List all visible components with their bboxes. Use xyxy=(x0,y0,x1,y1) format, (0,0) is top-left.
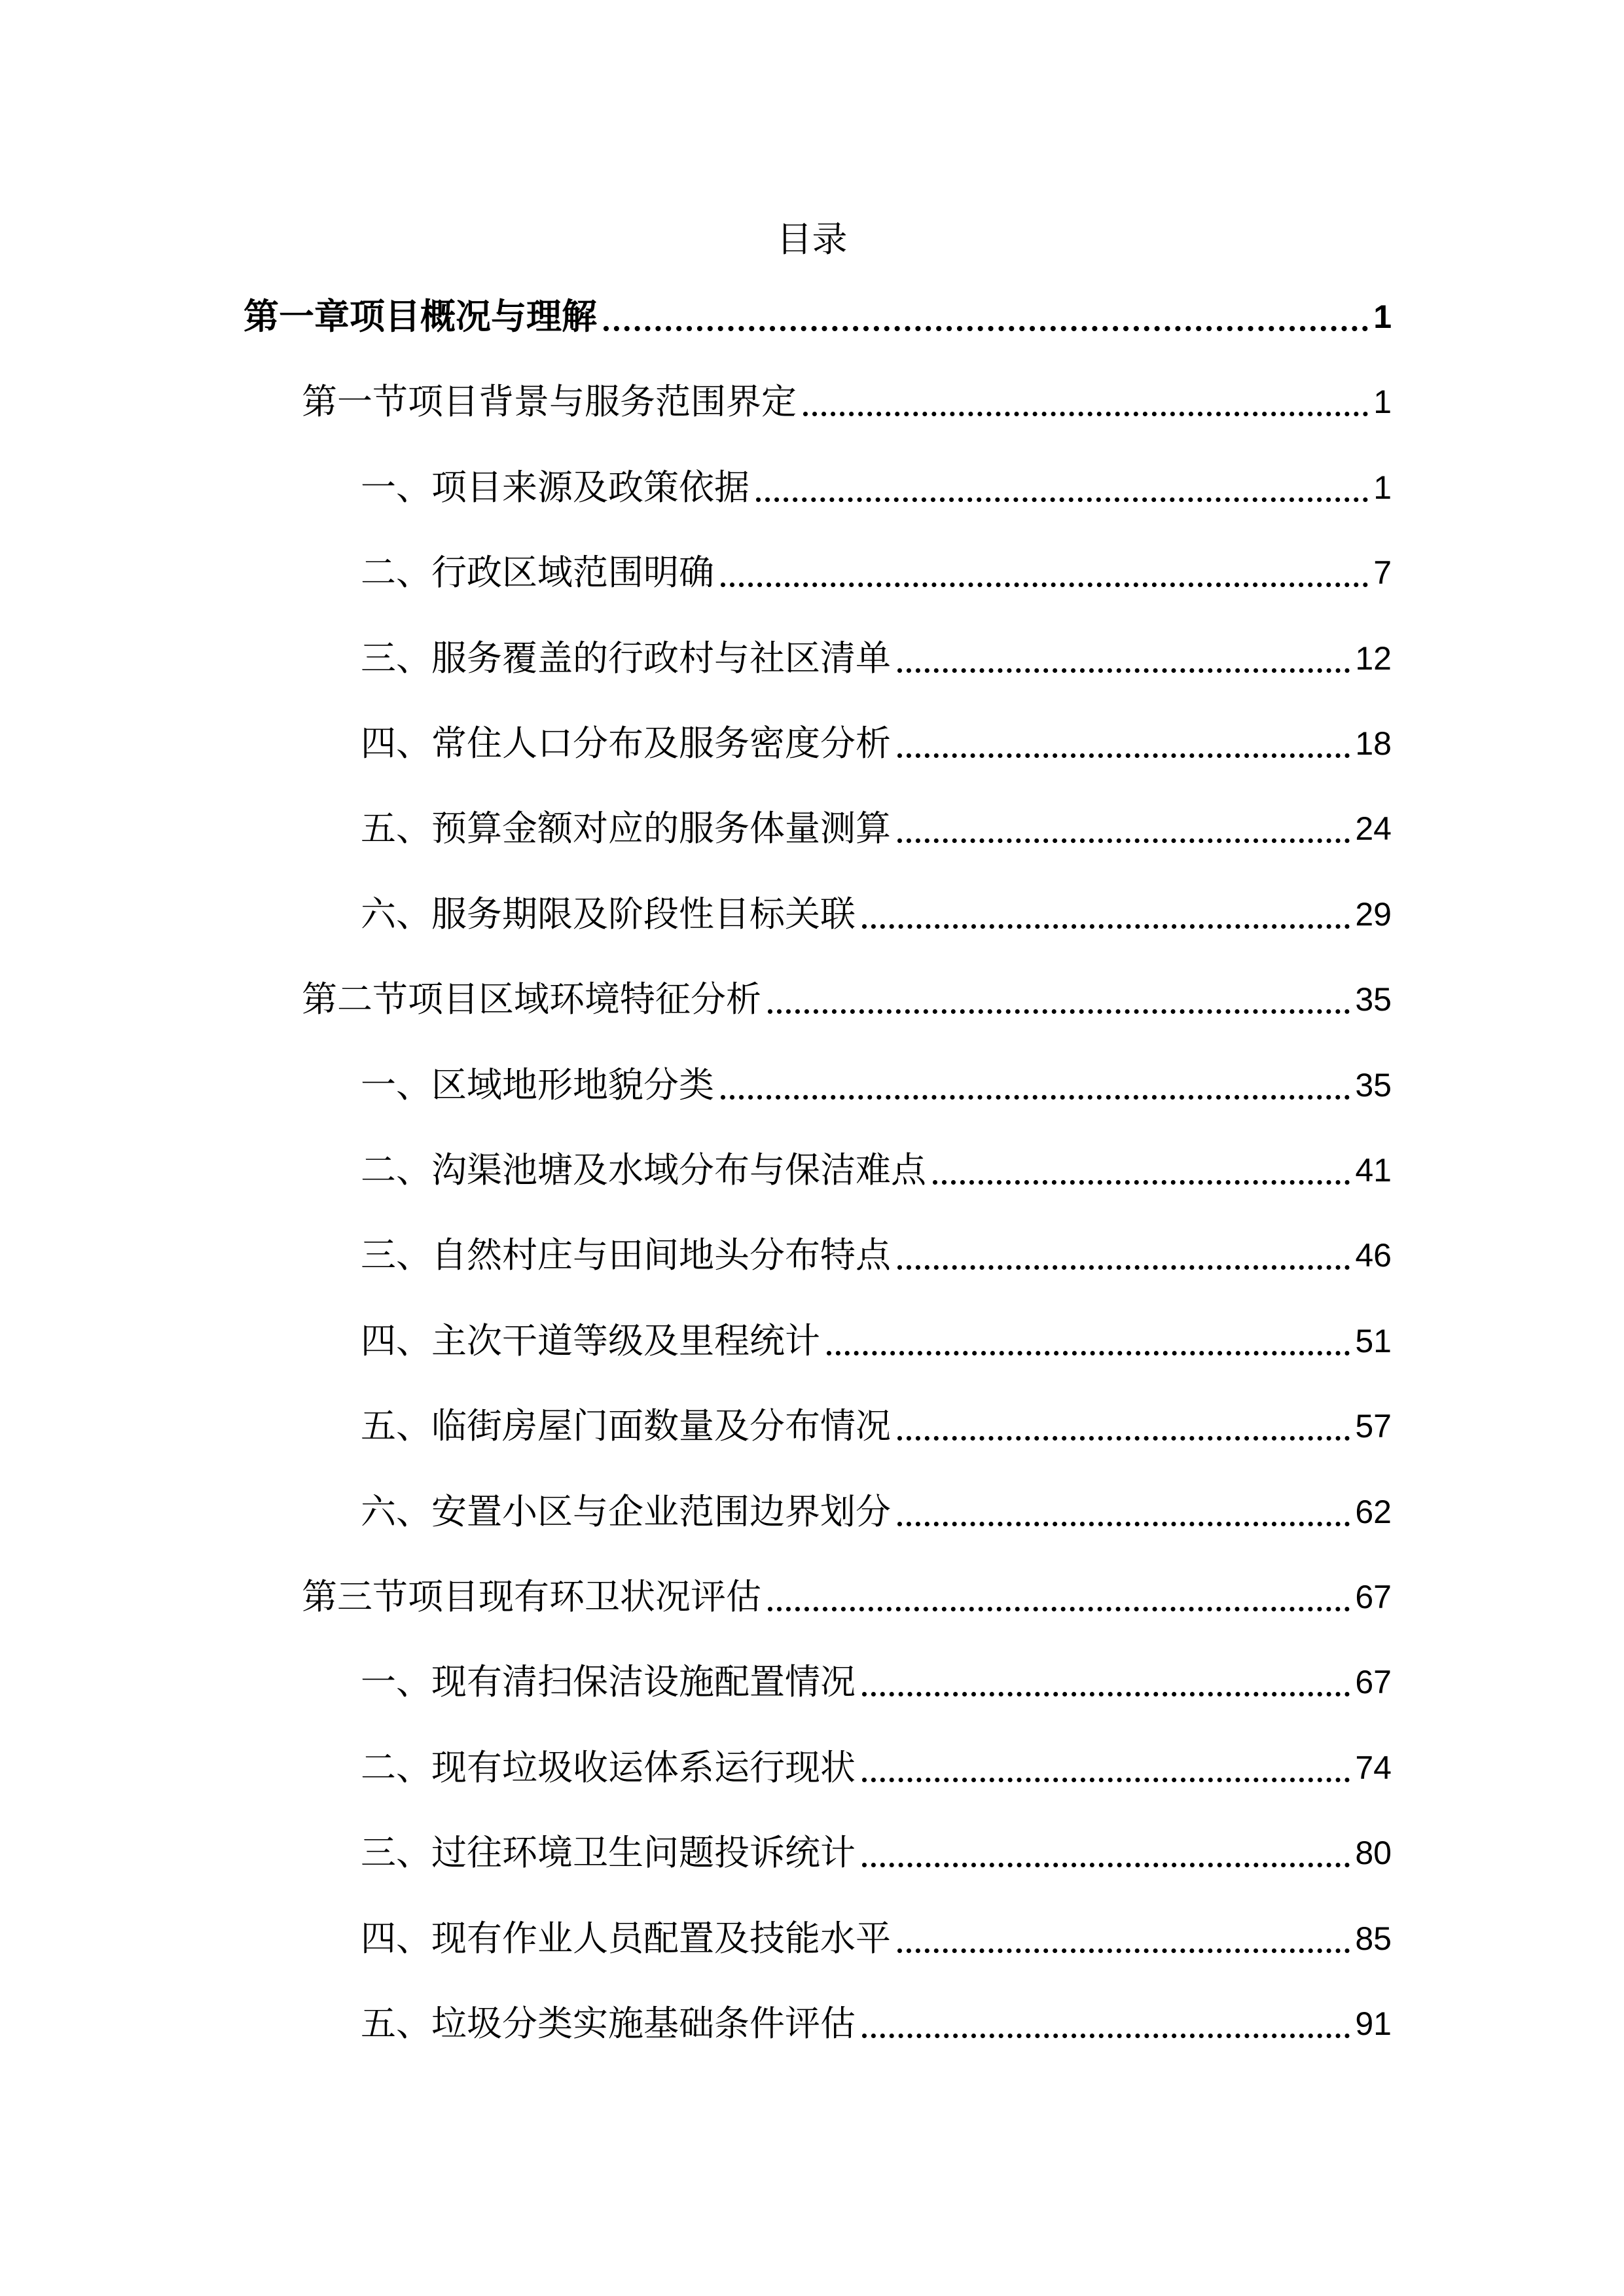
toc-entry[interactable] xyxy=(361,631,1392,686)
toc-dot-leader xyxy=(862,924,1350,929)
toc-entry-title: 五、临街房屋门面数量及分布情况 xyxy=(361,1405,891,1446)
toc-page-number: 24 xyxy=(1355,810,1392,847)
toc-entry-title: 一、现有清扫保洁设施配置情况 xyxy=(361,1661,856,1702)
toc-entry-title: 第三节项目现有环卫状况评估 xyxy=(302,1576,761,1617)
toc-entry[interactable] xyxy=(302,972,1392,1027)
toc-entry[interactable] xyxy=(361,545,1392,600)
toc-entry-title: 二、行政区域范围明确 xyxy=(361,552,714,593)
toc-dot-leader xyxy=(933,1180,1350,1185)
toc-dot-leader xyxy=(897,1436,1350,1441)
toc-entry-title: 一、项目来源及政策依据 xyxy=(361,467,749,508)
toc-entry-title: 六、服务期限及阶段性目标关联 xyxy=(361,893,856,935)
toc-entry[interactable] xyxy=(361,716,1392,771)
toc-entry-title: 三、自然村庄与田间地头分布特点 xyxy=(361,1234,891,1276)
toc-entry[interactable] xyxy=(302,374,1392,429)
toc-page-number: 29 xyxy=(1355,896,1392,933)
toc-entry-title: 二、沟渠池塘及水域分布与保洁难点 xyxy=(361,1149,926,1191)
toc-page-number: 7 xyxy=(1373,554,1392,591)
toc-entry-title: 第一章项目概况与理解 xyxy=(244,296,597,337)
toc-page-number: 46 xyxy=(1355,1237,1392,1274)
toc-page-number: 62 xyxy=(1355,1494,1392,1530)
toc-entry-title: 第二节项目区域环境特征分析 xyxy=(302,978,761,1020)
toc-entry-title: 三、过往环境卫生问题投诉统计 xyxy=(361,1832,856,1873)
toc-entry[interactable] xyxy=(361,1740,1392,1795)
toc-page-number: 41 xyxy=(1355,1152,1392,1189)
toc-page-number: 67 xyxy=(1355,1579,1392,1615)
toc-page-number: 35 xyxy=(1355,981,1392,1018)
toc-page-number: 74 xyxy=(1355,1749,1392,1786)
toc-entry[interactable] xyxy=(361,1655,1392,1710)
toc-entry[interactable] xyxy=(361,887,1392,942)
toc-page-number: 35 xyxy=(1355,1067,1392,1103)
toc-entry[interactable] xyxy=(302,1570,1392,1624)
toc-entry[interactable] xyxy=(361,1484,1392,1539)
toc-page-number: 91 xyxy=(1355,2005,1392,2042)
toc-entry-title: 四、常住人口分布及服务密度分析 xyxy=(361,723,891,764)
toc-entry-title: 第一节项目背景与服务范围界定 xyxy=(302,381,797,422)
page-title: 目录 xyxy=(776,219,848,260)
toc-entry-title: 一、区域地形地貌分类 xyxy=(361,1064,714,1105)
toc-dot-leader xyxy=(756,497,1368,502)
toc-entry[interactable] xyxy=(361,1228,1392,1283)
toc-dot-leader xyxy=(897,838,1350,843)
toc-page-number: 1 xyxy=(1373,469,1392,506)
toc-entry-title: 五、预算金额对应的服务体量测算 xyxy=(361,808,891,849)
toc-dot-leader xyxy=(768,1607,1350,1611)
toc-dot-leader xyxy=(604,326,1368,331)
toc-entry[interactable] xyxy=(361,1911,1392,1966)
toc-page-number: 67 xyxy=(1355,1664,1392,1700)
toc-dot-leader xyxy=(897,753,1350,758)
toc-entry[interactable] xyxy=(361,1399,1392,1454)
toc-dot-leader xyxy=(897,1948,1350,1953)
toc-page-number: 18 xyxy=(1355,725,1392,762)
toc-entry-title: 四、现有作业人员配置及技能水平 xyxy=(361,1918,891,1959)
toc-dot-leader xyxy=(862,1863,1350,1867)
toc-page-number: 12 xyxy=(1355,640,1392,677)
toc-dot-leader xyxy=(862,1692,1350,1696)
toc-entry[interactable] xyxy=(361,1058,1392,1113)
toc-page-number: 80 xyxy=(1355,1835,1392,1871)
toc-entry[interactable] xyxy=(361,1143,1392,1198)
toc-entry-title: 二、现有垃圾收运体系运行现状 xyxy=(361,1747,856,1788)
toc-dot-leader xyxy=(897,1265,1350,1270)
toc-entry[interactable] xyxy=(361,1314,1392,1369)
toc-dot-leader xyxy=(768,1009,1350,1014)
toc-entry-title: 五、垃圾分类实施基础条件评估 xyxy=(361,2003,856,2044)
toc-dot-leader xyxy=(862,1778,1350,1782)
toc-entry[interactable] xyxy=(361,801,1392,856)
toc-dot-leader xyxy=(803,412,1368,416)
toc-page-number: 1 xyxy=(1373,298,1392,335)
toc-dot-leader xyxy=(897,668,1350,673)
toc-entry[interactable] xyxy=(361,1996,1392,2051)
toc-page-number: 85 xyxy=(1355,1920,1392,1957)
toc-entry[interactable] xyxy=(361,1825,1392,1880)
toc-dot-leader xyxy=(862,2034,1350,2038)
toc-dot-leader xyxy=(721,1095,1350,1100)
toc-page-number: 51 xyxy=(1355,1323,1392,1359)
toc-page-number: 1 xyxy=(1373,384,1392,420)
toc-dot-leader xyxy=(721,583,1368,587)
toc-entry[interactable] xyxy=(244,289,1392,344)
toc-dot-leader xyxy=(897,1522,1350,1526)
toc-entry-title: 六、安置小区与企业范围边界划分 xyxy=(361,1491,891,1532)
toc-entry-title: 三、服务覆盖的行政村与社区清单 xyxy=(361,637,891,679)
toc-entry[interactable] xyxy=(361,460,1392,515)
toc-page-number: 57 xyxy=(1355,1408,1392,1444)
toc-entry-title: 四、主次干道等级及里程统计 xyxy=(361,1320,820,1361)
toc-dot-leader xyxy=(827,1351,1350,1355)
